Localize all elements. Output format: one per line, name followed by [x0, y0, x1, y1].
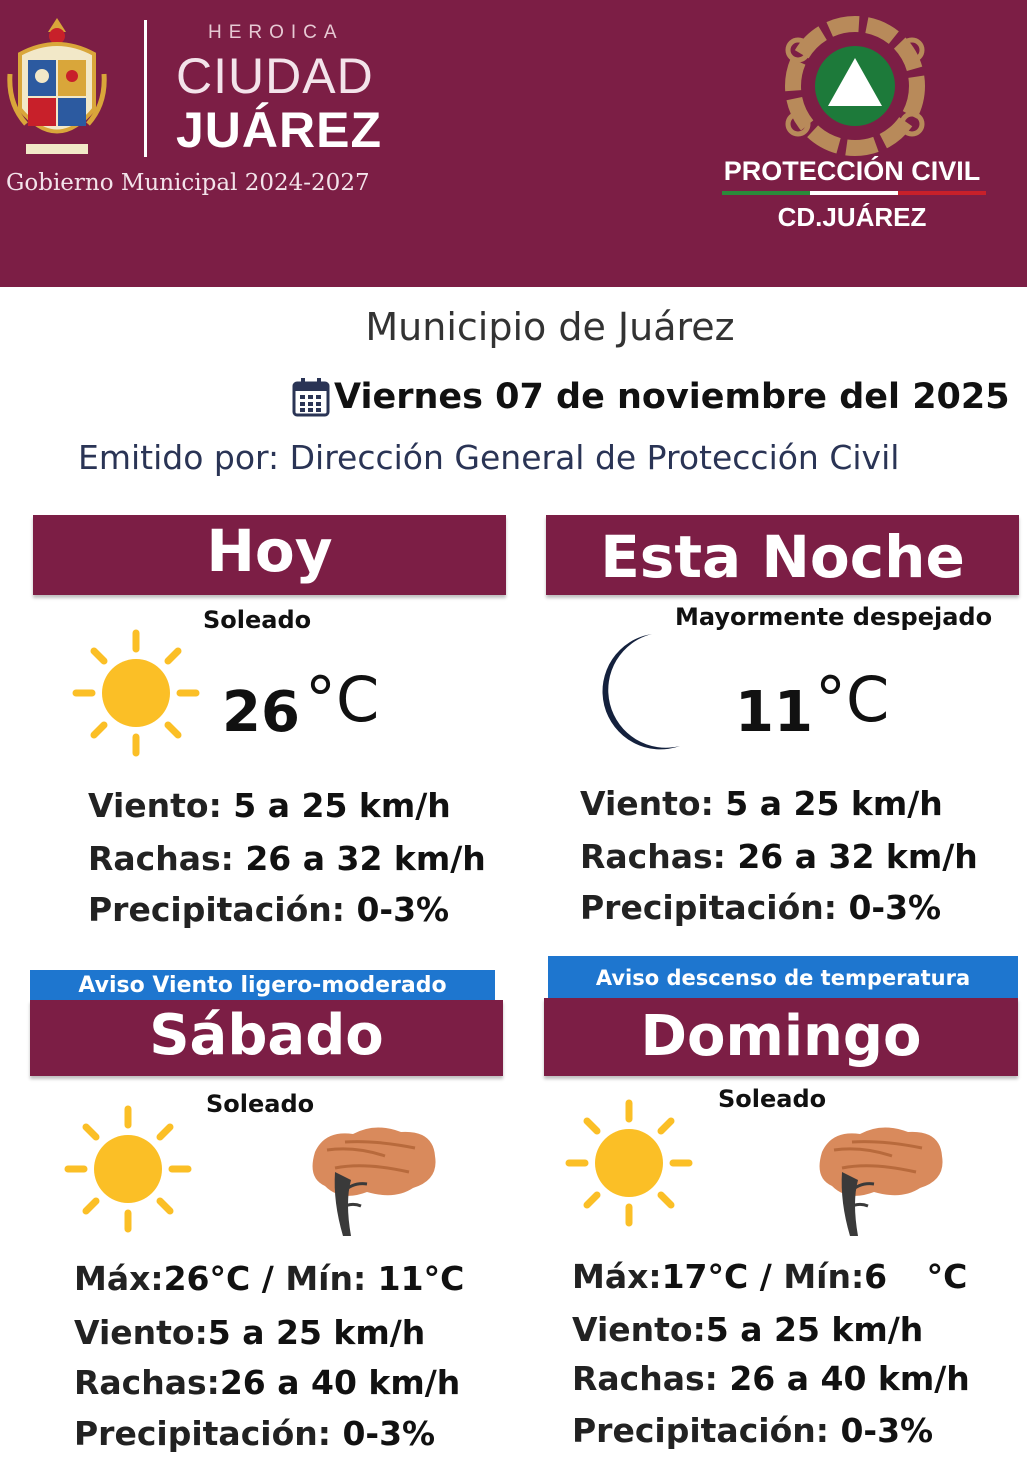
- noche-temp-unit: °C: [815, 663, 890, 736]
- domingo-condition: Soleado: [718, 1085, 827, 1113]
- wind-tree-icon: [305, 1122, 440, 1240]
- maxmin-separator: /: [261, 1259, 274, 1298]
- emitido-text: Emitido por: Dirección General de Protección Civil: [78, 438, 900, 477]
- hoy-rachas-row: [88, 833, 486, 885]
- hoy-viento-value: 5 a 25 km/h: [233, 786, 451, 825]
- sabado-min-value: 11°C: [377, 1259, 465, 1298]
- hoy-precip-value: 0-3%: [356, 890, 450, 929]
- sabado-viento-row: [74, 1307, 425, 1359]
- domingo-max-value: 17°C: [661, 1257, 749, 1296]
- sabado-header: Sábado: [30, 1000, 503, 1076]
- domingo-precip-row: [572, 1405, 933, 1457]
- moon-icon: [580, 628, 690, 753]
- domingo-rachas-value: 26 a 40 km/h: [729, 1359, 970, 1398]
- hoy-temperature: 26: [222, 680, 300, 745]
- hoy-condition: Soleado: [203, 606, 312, 634]
- wind-tree-icon: [812, 1122, 947, 1240]
- viento-label: Viento:: [88, 786, 222, 825]
- precip-label: Precipitación:: [572, 1411, 829, 1450]
- hoy-header: Hoy: [33, 515, 506, 595]
- header-divider: [144, 20, 147, 157]
- ciudad-text: CIUDAD: [176, 48, 374, 104]
- sun-icon: [62, 1103, 194, 1235]
- coat-of-arms-icon: [6, 14, 108, 164]
- sun-icon: [70, 627, 202, 759]
- noche-rachas-value: 26 a 32 km/h: [737, 837, 978, 876]
- sabado-viento-value: 5 a 25 km/h: [207, 1313, 426, 1352]
- domingo-header: Domingo: [544, 998, 1018, 1076]
- hoy-rachas-value: 26 a 32 km/h: [245, 839, 486, 878]
- heroica-text: HEROICA: [208, 22, 344, 43]
- calendar-icon: [292, 377, 330, 417]
- proteccion-civil-subtitle: CD.JUÁREZ: [777, 202, 927, 232]
- sabado-precip-value: 0-3%: [342, 1414, 436, 1453]
- noche-header: Esta Noche: [546, 515, 1019, 595]
- proteccion-civil-title: PROTECCIÓN CIVIL: [723, 156, 981, 186]
- date-row: [292, 374, 1010, 420]
- sabado-aviso-badge: Aviso Viento ligero-moderado: [30, 970, 495, 1002]
- proteccion-civil-logo-icon: [776, 12, 934, 160]
- sabado-rachas-value: 26 a 40 km/h: [219, 1363, 461, 1402]
- max-label: Máx:: [74, 1259, 164, 1298]
- viento-label: Viento:: [580, 784, 714, 823]
- noche-temperature: 11: [735, 680, 813, 745]
- rachas-label: Rachas:: [74, 1363, 220, 1402]
- juarez-text: JUÁREZ: [176, 102, 383, 158]
- sun-icon: [563, 1097, 695, 1229]
- sabado-rachas-row: [74, 1357, 460, 1409]
- domingo-min-value: 6: [864, 1257, 888, 1296]
- precip-label: Precipitación:: [88, 890, 345, 929]
- rachas-label: Rachas:: [88, 839, 234, 878]
- precip-label: Precipitación:: [580, 888, 837, 927]
- date-text: Viernes 07 de noviembre del 2025: [334, 377, 1010, 417]
- noche-precip-row: [580, 882, 941, 934]
- gobierno-text: Gobierno Municipal 2024-2027: [6, 170, 370, 196]
- municipio-title: Municipio de Juárez: [365, 305, 735, 349]
- min-label: Mín:: [285, 1259, 367, 1298]
- noche-rachas-row: [580, 831, 978, 883]
- domingo-viento-row: [572, 1304, 923, 1356]
- domingo-viento-value: 5 a 25 km/h: [705, 1310, 924, 1349]
- domingo-maxmin-row: [572, 1251, 967, 1303]
- sabado-max-value: 26°C: [163, 1259, 251, 1298]
- flag-line-red: [898, 191, 986, 195]
- viento-label: Viento:: [74, 1313, 208, 1352]
- rachas-label: Rachas:: [580, 837, 726, 876]
- hoy-precip-row: [88, 884, 449, 936]
- domingo-rachas-row: [572, 1353, 970, 1405]
- hoy-temp-unit: °C: [305, 663, 380, 736]
- rachas-label: Rachas:: [572, 1359, 718, 1398]
- noche-precip-value: 0-3%: [848, 888, 942, 927]
- domingo-precip-value: 0-3%: [840, 1411, 934, 1450]
- flag-line-white: [810, 191, 898, 195]
- sabado-maxmin-row: [74, 1253, 464, 1305]
- viento-label: Viento:: [572, 1310, 706, 1349]
- domingo-aviso-badge: Aviso descenso de temperatura: [548, 956, 1018, 998]
- noche-condition: Mayormente despejado: [675, 603, 993, 631]
- max-label: Máx:: [572, 1257, 662, 1296]
- flag-line-green: [722, 191, 810, 195]
- noche-viento-value: 5 a 25 km/h: [725, 784, 943, 823]
- sabado-precip-row: [74, 1408, 435, 1460]
- maxmin-separator: /: [759, 1257, 772, 1296]
- hoy-viento-row: [88, 780, 451, 832]
- precip-label: Precipitación:: [74, 1414, 331, 1453]
- sabado-condition: Soleado: [206, 1090, 315, 1118]
- noche-viento-row: [580, 778, 943, 830]
- min-label: Mín:: [783, 1257, 865, 1296]
- domingo-min-unit: °C: [926, 1257, 968, 1296]
